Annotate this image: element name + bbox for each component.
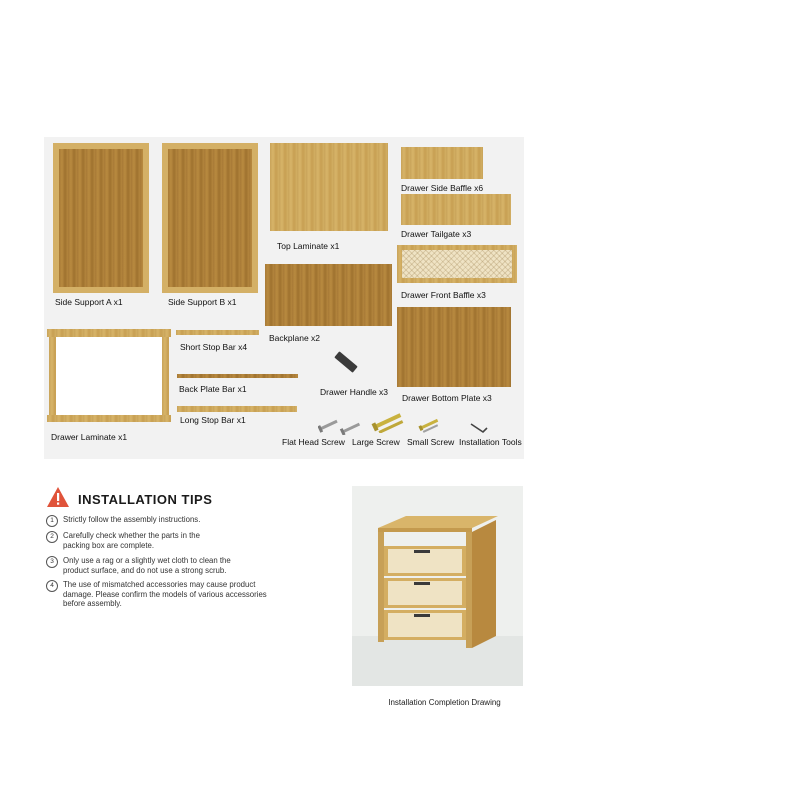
tip-text: Only use a rag or a slightly wet cloth to clean the product surface, and do not use a strong scrub. [63,556,231,575]
drawer-side-baffle-image [401,147,483,179]
allen-key-icon [470,421,488,433]
side-support-b-label: Side Support B x1 [168,297,237,307]
tip-text: Carefully check whether the parts in the packing box are complete. [63,531,200,550]
large-screw-label: Large Screw [352,437,400,447]
short-stop-bar-image [176,330,259,335]
drawer-laminate-image [47,329,171,423]
top-laminate-label: Top Laminate x1 [277,241,340,251]
installation-tips-title: INSTALLATION TIPS [78,492,213,507]
tip-number: 1 [46,515,58,527]
drawer-side-baffle-label: Drawer Side Baffle x6 [401,183,484,193]
drawer-laminate-label: Drawer Laminate x1 [51,432,128,442]
small-screw-label: Small Screw [407,437,455,447]
tip-text: Strictly follow the assembly instructions. [63,515,201,524]
tip-number: 3 [46,556,58,568]
photo-caption: Installation Completion Drawing [388,698,501,707]
drawer-bottom-plate-label: Drawer Bottom Plate x3 [402,393,492,403]
top-laminate-image [270,143,388,231]
flat-head-screw-image [318,415,364,435]
tip-number: 4 [46,580,58,592]
drawer-tailgate-label: Drawer Tailgate x3 [401,229,472,239]
back-plate-bar-image [177,374,298,378]
long-stop-bar-label: Long Stop Bar x1 [180,415,246,425]
installation-completion-photo [352,486,523,686]
drawer-handle-image [332,350,364,372]
backplane-label: Backplane x2 [269,333,321,343]
backplane-image [265,264,392,326]
drawer-tailgate-image [401,194,511,225]
tip-text: The use of mismatched accessories may cause product damage. Please confirm the models of various accessories before assembly. [63,580,267,608]
drawer-bottom-plate-image [397,307,511,387]
flat-head-screw-label: Flat Head Screw [282,437,345,447]
drawer-front-baffle-image [397,245,517,283]
side-support-b-image [162,143,258,293]
side-support-a-label: Side Support A x1 [55,297,123,307]
tip-number: 2 [46,531,58,543]
long-stop-bar-image [177,406,297,412]
drawer-handle-label: Drawer Handle x3 [320,387,389,397]
drawer-front-baffle-label: Drawer Front Baffle x3 [401,290,486,300]
parts-panel [44,137,524,459]
warning-icon [46,486,70,508]
side-support-a-image [53,143,149,293]
short-stop-bar-label: Short Stop Bar x4 [180,342,248,352]
installation-tools-label: Installation Tools [459,437,522,447]
small-screw-image [418,417,444,433]
back-plate-bar-label: Back Plate Bar x1 [179,384,247,394]
large-screw-image [370,409,410,433]
